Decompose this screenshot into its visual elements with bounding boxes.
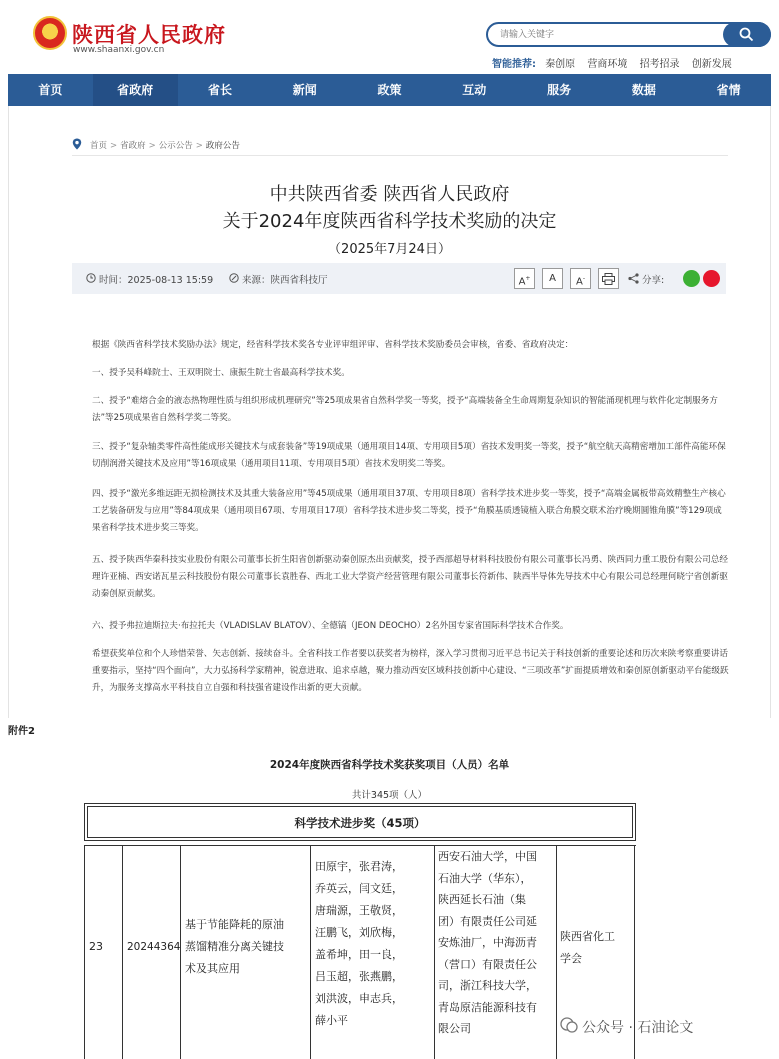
table-cell-people: [311, 846, 435, 1059]
nav-news[interactable]: 新闻: [292, 83, 317, 97]
units-line: 安炼油厂，中海沥青: [438, 936, 537, 949]
units-line: 石油大学（华东），: [438, 871, 532, 885]
attachment-label: 附件2: [8, 726, 35, 737]
article-title-line1: 中共陕西省委 陕西省人民政府: [269, 184, 510, 205]
national-emblem-icon[interactable]: ★: [33, 16, 67, 50]
search-input[interactable]: [500, 27, 710, 43]
smart-item-recruitment[interactable]: 招考招录: [639, 59, 680, 70]
units-line: （营口）有限责任公: [438, 957, 537, 971]
project-name-line: 基于节能降耗的原油: [185, 918, 284, 931]
clock-icon: [86, 273, 96, 283]
units-line: 西安石油大学，中国: [438, 850, 537, 863]
print-icon: [602, 273, 615, 285]
source-icon: [229, 273, 239, 283]
site-title[interactable]: 陕西省人民政府: [72, 23, 226, 47]
nominator-line: 学会: [560, 952, 582, 965]
article-date: （2025年7月24日）: [328, 242, 451, 257]
smart-item-qinchuangyuan[interactable]: 秦创原: [545, 59, 576, 70]
project-code: 20244364: [127, 941, 181, 953]
table-cell-project: [181, 846, 311, 1059]
article-paragraph: 三、授予“复杂轴类零件高性能成形关键技术与成套装备”等19项成果（通用项目14项、专用项目5项）省技术发明奖一等奖，授予“航空航天高精密增加工部件高能环保切削润滑关键技术及应用”等16项成果（通用项目11项、专用项目5项）省技术发明奖二等奖。: [92, 442, 726, 469]
article-paragraph: 一、授予吴科峰院士、王双明院士、康振生院士省最高科学技术奖。: [92, 368, 350, 378]
font-decrease-button[interactable]: A-: [570, 268, 591, 289]
table-cell-code: [123, 846, 181, 1059]
share-label: 分享:: [642, 275, 665, 286]
project-name-line: 蒸馏精准分离关键技: [185, 940, 284, 953]
units-list: [438, 846, 537, 1040]
smart-item-innovation[interactable]: 创新发展: [691, 59, 732, 70]
font-default-button[interactable]: A: [542, 268, 563, 289]
nav-data[interactable]: 数据: [631, 83, 656, 97]
share-icon: [628, 273, 639, 284]
smart-recommend-label: 智能推荐:: [492, 59, 536, 70]
people-line: 汪鹏飞，刘欣梅，: [315, 926, 403, 939]
nav-policy[interactable]: 政策: [377, 83, 402, 97]
print-button[interactable]: [598, 268, 619, 289]
units-line: 限公司: [438, 1022, 471, 1035]
article-paragraph: 根据《陕西省科学技术奖励办法》规定，经省科学技术奖各专业评审组评审、省科学技术奖励委员会审核，省委、省政府决定：: [92, 340, 574, 350]
article-paragraph: 四、授予“激光多维远距无损检测技术及其重大装备应用”等45项成果（通用项目37项、专用项目8项）省科学技术进步奖一等奖，授予“高端金属板带高效精整生产核心工艺装备研发与应用”等84项成果（通用项目67项、专用项目17项）省科学技术进步奖二等奖，授予“角膜基质透镜植入联合角膜交联术治疗晚期圆锥角膜”等129项成果省科学技术进步奖三等奖。: [92, 489, 726, 533]
breadcrumb-notices[interactable]: 公示公告: [158, 141, 193, 151]
nav-service[interactable]: 服务: [547, 83, 572, 97]
search-icon: [739, 27, 754, 42]
site-header: [0, 0, 779, 74]
breadcrumb-home[interactable]: 首页: [90, 141, 108, 151]
units-line: 青岛原洁能源科技有: [438, 1000, 537, 1014]
share-wechat-icon[interactable]: [683, 270, 700, 287]
people-line: 吕玉超，张燕鹏，: [315, 970, 403, 983]
breadcrumb-provincial-gov[interactable]: 省政府: [120, 141, 146, 151]
search-box: [486, 22, 771, 47]
people-line: 乔英云，闫文廷，: [315, 882, 403, 895]
nav-province-info[interactable]: 省情: [716, 83, 741, 97]
award-table: [84, 845, 636, 1059]
nominator: [560, 926, 615, 970]
article-paragraph: 希望获奖单位和个人珍惜荣誉、矢志创新、接续奋斗。全省科技工作者要以获奖者为榜样，深入学习贯彻习近平总书记关于科技创新的重要论述和历次来陕考察重要讲话重要指示，坚持“四个面向”，大力弘扬科学家精神，锐意进取、追求卓越，聚力推动西安区域科技创新中心建设、“三项改革”扩面提质增效和秦创原创新驱动平台能级跃升，为服务支撑高水平科技自立自强和科技强省建设作出新的更大贡献。: [92, 649, 729, 693]
table-cell-units: [435, 846, 557, 1059]
smart-recommend: [492, 55, 741, 70]
attachment-title: 2024年度陕西省科学技术奖获奖项目（人员）名单: [269, 759, 510, 771]
people-line: 刘洪波，申志兵，: [315, 992, 403, 1005]
watermark-text: 公众号 · 石油论文: [582, 1020, 694, 1036]
project-name: [185, 914, 284, 980]
award-section-header: [84, 803, 636, 841]
nav-governor[interactable]: 省长: [207, 83, 232, 97]
wechat-official-account-icon: [560, 1016, 578, 1034]
units-line: 团）有限责任公司延: [438, 914, 537, 928]
article-paragraph: 六、授予弗拉迪斯拉夫·布拉托夫（VLADISLAV BLATOV）、全德镐（JEON DEOCHO）2名外国专家省国际科学技术合作奖。: [92, 621, 569, 631]
units-line: 司，浙江科技大学，: [438, 979, 537, 992]
share-weibo-icon[interactable]: [703, 270, 720, 287]
nominator-line: 陕西省化工: [560, 930, 615, 943]
publish-time: 时间：2025-08-13 15:59: [99, 275, 214, 286]
people-line: 田原宇，张君涛，: [315, 860, 403, 873]
people-line: 薛小平: [315, 1014, 348, 1027]
article-title-line2: 关于2024年度陕西省科学技术奖励的决定: [222, 211, 557, 232]
breadcrumb: [90, 139, 240, 151]
article-paragraph: 二、授予“难熔合金的液态热物理性质与组织形成机理研究”等25项成果省自然科学奖一等奖，授予“高端装备全生命周期复杂知识的智能涌现机理与软件化定制服务方法”等25项成果省自然科学奖二等奖。: [92, 396, 718, 423]
breadcrumb-divider: [72, 155, 728, 156]
smart-item-business-env[interactable]: 营商环境: [587, 59, 628, 70]
font-increase-button[interactable]: A+: [514, 268, 535, 289]
attachment-count: 共计345项（人）: [351, 790, 428, 801]
location-pin-icon: [72, 138, 82, 150]
article-paragraph: 五、授予陕西华秦科技实业股份有限公司董事长折生阳省创新驱动秦创原杰出贡献奖，授予西部超导材料科技股份有限公司董事长冯勇、陕西同力重工股份有限公司总经理许亚楠、西安诺瓦星云科技股份有限公司董事长袁胜春、西北工业大学资产经营管理有限公司董事长符新伟、陕西半导体先导技术中心有限公司总经理何晓宁省创新驱动秦创原贡献奖。: [92, 555, 728, 599]
site-url: www.shaanxi.gov.cn: [73, 45, 165, 55]
breadcrumb-gov-announcement[interactable]: 政府公告: [205, 141, 240, 151]
nav-provincial-gov[interactable]: 省政府: [93, 74, 178, 106]
article-source: 来源：陕西省科技厅: [242, 275, 328, 286]
award-section-title: 科学技术进步奖（45项）: [87, 806, 633, 838]
breadcrumb-sep: >: [148, 141, 156, 151]
search-button[interactable]: [723, 22, 771, 47]
breadcrumb-sep: >: [195, 141, 203, 151]
breadcrumb-sep: >: [110, 141, 118, 151]
units-line: 陕西延长石油（集: [438, 893, 526, 906]
people-line: 唐瑞源，王敬贤，: [315, 904, 403, 917]
main-nav: [8, 74, 771, 106]
table-cell-no: [85, 846, 123, 1059]
nav-home[interactable]: 首页: [38, 83, 63, 97]
nav-interaction[interactable]: 互动: [462, 83, 487, 97]
row-number: 23: [89, 940, 103, 953]
people-list: [315, 856, 403, 1032]
project-name-line: 术及其应用: [185, 962, 240, 975]
people-line: 盖希坤，田一良，: [315, 948, 403, 961]
article-meta-bar: [72, 263, 726, 294]
